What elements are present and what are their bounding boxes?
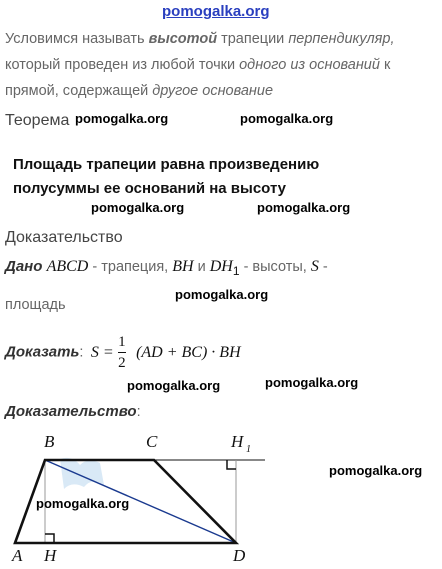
proof-label: Доказательство: [5, 403, 137, 420]
theorem-line-1: Площадь трапеции равна произведению: [13, 156, 320, 173]
label-a: A: [12, 546, 23, 565]
definition-line-1: [5, 26, 394, 52]
definition-text: который проведен из любой точки: [5, 57, 240, 73]
proof-colon: :: [136, 404, 141, 420]
given-s: S: [310, 258, 319, 275]
definition-text: к: [379, 57, 391, 73]
definition-line-3: [5, 78, 273, 104]
given-line-2: площадь: [5, 297, 66, 313]
given-text: - трапеция,: [88, 259, 173, 275]
formula-fraction: [118, 333, 126, 372]
definition-text: Условимся называть: [5, 31, 149, 47]
watermark-top[interactable]: pomogalka.org: [162, 3, 270, 20]
prove-label: Доказать: [5, 343, 80, 361]
watermark[interactable]: pomogalka.org: [265, 375, 359, 390]
right-angle-h1: [227, 460, 236, 469]
watermark[interactable]: pomogalka.org: [257, 200, 351, 215]
formula-numerator: 1: [118, 334, 126, 350]
prove-colon: :: [79, 344, 84, 361]
proof-label-line: [5, 403, 141, 420]
definition-other-base: другое основание: [152, 83, 274, 99]
given-dh-subscript: 1: [232, 264, 240, 278]
theorem-heading: Теорема: [5, 112, 70, 129]
theorem-line-2: полусуммы ее оснований на высоту: [13, 180, 287, 197]
given-text: -: [318, 259, 328, 275]
given-bh: BH: [172, 258, 194, 275]
right-angle-h: [45, 534, 54, 543]
watermark[interactable]: pomogalka.org: [75, 111, 169, 126]
given-abcd: ABCD: [46, 258, 89, 275]
definition-one-base: одного из оснований: [239, 57, 380, 73]
given-label: Дано: [5, 258, 43, 275]
watermark[interactable]: pomogalka.org: [329, 463, 423, 478]
proof-heading: Доказательство: [5, 229, 123, 246]
given-line: [5, 258, 328, 278]
given-dh: DH: [209, 258, 233, 275]
watermark[interactable]: pomogalka.org: [91, 200, 185, 215]
given-text: - высоты,: [239, 259, 311, 275]
watermark[interactable]: pomogalka.org: [240, 111, 334, 126]
fraction-bar: [118, 352, 126, 353]
watermark[interactable]: pomogalka.org: [127, 378, 221, 393]
prove-line: [5, 333, 241, 372]
formula-right: (AD + BC) · BH: [136, 343, 241, 361]
formula-denominator: 2: [118, 355, 126, 371]
definition-term: высотой: [148, 31, 218, 47]
definition-perpendicular: перпендикуляр,: [288, 31, 395, 47]
label-h1: H: [231, 432, 244, 451]
watermark[interactable]: pomogalka.org: [175, 287, 269, 302]
label-b: B: [44, 432, 55, 451]
definition-text: трапеции: [217, 31, 289, 47]
definition-text: прямой, содержащей: [5, 83, 153, 99]
definition-line-2: [5, 52, 390, 78]
given-text: и: [193, 259, 210, 275]
blue-smear: [60, 458, 104, 489]
watermark[interactable]: pomogalka.org: [36, 496, 130, 511]
formula-left: S =: [90, 343, 114, 361]
label-d: D: [233, 546, 246, 565]
label-h1-subscript: 1: [246, 444, 251, 455]
label-h: H: [44, 546, 57, 565]
label-c: C: [146, 432, 158, 451]
